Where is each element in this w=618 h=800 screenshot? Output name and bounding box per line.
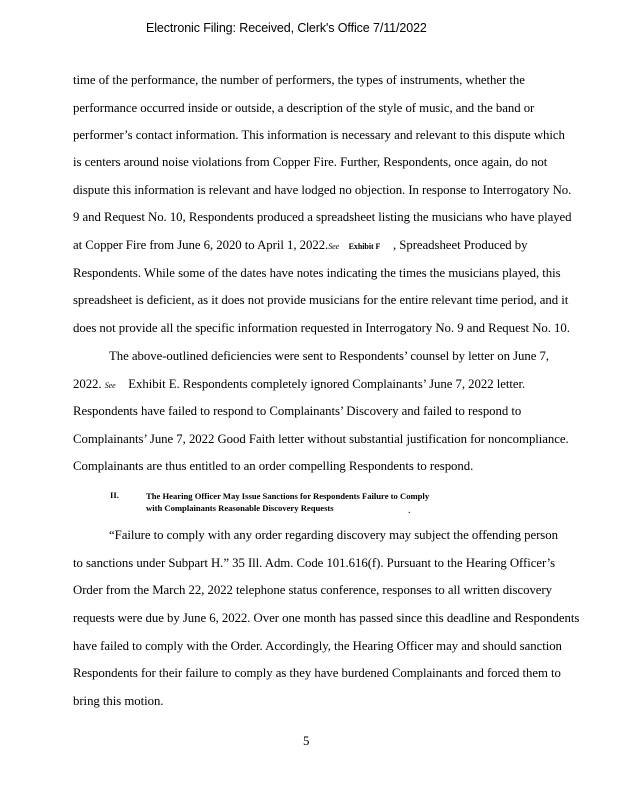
body-line: have failed to comply with the Order. Accordingly, the Hearing Officer may and should sanction [73, 639, 562, 653]
body-line-exhibit-e [73, 377, 525, 392]
body-line: 9 and Request No. 10, Respondents produced a spreadsheet listing the musicians who have played [73, 210, 572, 224]
section-title-line-1: The Hearing Officer May Issue Sanctions for Respondents Failure to Comply [146, 491, 430, 501]
section-title-line-2: with Complainants Reasonable Discovery Requests [146, 503, 334, 513]
body-line: Respondents for their failure to comply as they have burdened Complainants and forced them to [73, 666, 561, 680]
body-line: Complainants’ June 7, 2022 Good Faith letter without substantial justification for noncompliance. [73, 432, 569, 446]
body-line: “Failure to comply with any order regarding discovery may subject the offending person [109, 528, 558, 542]
see-signal: See [328, 242, 340, 251]
body-line: performer’s contact information. This information is necessary and relevant to this dispute which [73, 128, 565, 142]
body-line: bring this motion. [73, 694, 164, 708]
body-line: Respondents. While some of the dates have notes indicating the times the musicians played, this [73, 266, 561, 280]
body-line: is centers around noise violations from Copper Fire. Further, Respondents, once again, do not [73, 155, 548, 169]
body-line: to sanctions under Subpart H.” 35 Ill. Adm. Code 101.616(f). Pursuant to the Hearing Officer’s [73, 556, 556, 570]
body-line: spreadsheet is deficient, as it does not provide musicians for the entire relevant time period, and it [73, 293, 569, 307]
section-heading [110, 490, 429, 514]
body-line: Complainants are thus entitled to an order compelling Respondents to respond. [73, 459, 474, 473]
body-line: requests were due by June 6, 2022. Over one month has passed since this deadline and Respondents [73, 611, 580, 625]
section-title [146, 490, 429, 514]
page-number: 5 [303, 734, 310, 748]
section-number: II. [110, 490, 119, 500]
body-line-text: 2022. [73, 377, 102, 391]
section-heading-trail: . [408, 505, 411, 516]
body-line: dispute this information is relevant and have lodged no objection. In response to Interrogatory No. [73, 183, 572, 197]
body-line: The above-outlined deficiencies were sent to Respondents’ counsel by letter on June 7, [109, 349, 550, 363]
filing-stamp: Electronic Filing: Received, Clerk's Office 7/11/2022 [146, 21, 427, 35]
body-line-text: Exhibit E. Respondents completely ignored Complainants’ June 7, 2022 letter. [128, 377, 526, 391]
body-line: does not provide all the specific information requested in Interrogatory No. 9 and Request No. 10. [73, 321, 570, 335]
body-line: Order from the March 22, 2022 telephone status conference, responses to all written discovery [73, 583, 552, 597]
body-line-text: , Spreadsheet Produced by [393, 238, 528, 252]
body-line: performance occurred inside or outside, a description of the style of music, and the band or [73, 101, 535, 115]
body-line-text: at Copper Fire from June 6, 2020 to April 1, 2022. [73, 238, 329, 252]
see-signal: See [104, 381, 116, 390]
body-line-exhibit-f [73, 238, 528, 253]
body-line: time of the performance, the number of performers, the types of instruments, whether the [73, 73, 525, 87]
body-line: Respondents have failed to respond to Complainants’ Discovery and failed to respond to [73, 404, 522, 418]
exhibit-f-label: Exhibit F [348, 242, 381, 251]
